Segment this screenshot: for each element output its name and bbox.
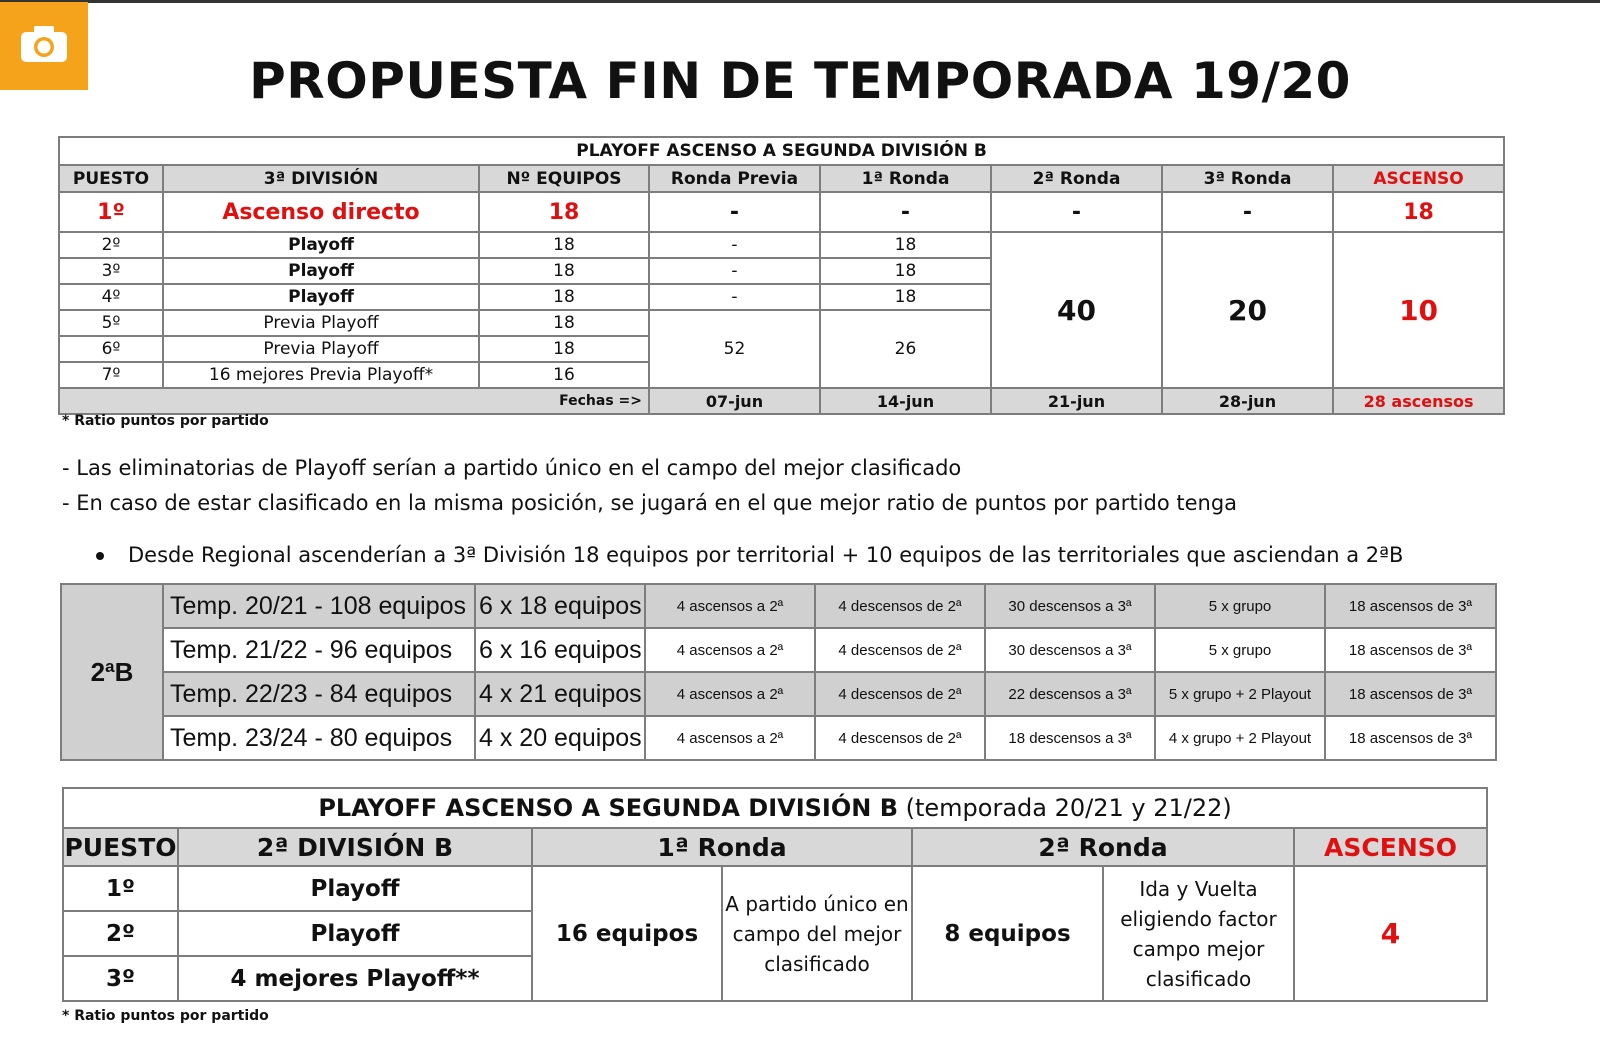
merged-cell-ascenso: 10 bbox=[1333, 232, 1504, 388]
table-cell: - bbox=[1162, 192, 1333, 232]
seasons-2b-table bbox=[60, 583, 1497, 761]
merged-cell-previa: 52 bbox=[649, 310, 820, 388]
table-cell: 18 ascensos de 3ª bbox=[1325, 716, 1496, 760]
table-cell: 18 bbox=[479, 284, 649, 310]
side-label: 2ªB bbox=[61, 584, 163, 760]
table-cell: 6º bbox=[59, 336, 163, 362]
table-cell: Playoff bbox=[163, 232, 479, 258]
table-cell: 4 x 21 equipos bbox=[475, 672, 645, 716]
table-cell: - bbox=[649, 192, 820, 232]
header-cell: 2ª Ronda bbox=[912, 828, 1294, 866]
table-cell: - bbox=[649, 284, 820, 310]
table-row bbox=[61, 716, 1496, 760]
table-cell: 5 x grupo + 2 Playout bbox=[1155, 672, 1325, 716]
header-cell: 3ª Ronda bbox=[1162, 165, 1333, 192]
r1-teams: 16 equipos bbox=[532, 866, 722, 1001]
header-cell: 2ª Ronda bbox=[991, 165, 1162, 192]
footer-total: 28 ascensos bbox=[1333, 388, 1504, 414]
table-cell: Temp. 22/23 - 84 equipos bbox=[163, 672, 475, 716]
table-cell: 4 descensos de 2ª bbox=[815, 584, 985, 628]
table-cell: 16 bbox=[479, 362, 649, 388]
bullet-icon bbox=[96, 552, 104, 560]
table-cell: 18 bbox=[820, 284, 991, 310]
table-row bbox=[61, 672, 1496, 716]
paragraph: - Las eliminatorias de Playoff serían a partido único en el campo del mejor clasificado bbox=[62, 456, 962, 480]
header-cell-ascenso: ASCENSO bbox=[1294, 828, 1487, 866]
table-cell: 1º bbox=[59, 192, 163, 232]
header-cell: Nº EQUIPOS bbox=[479, 165, 649, 192]
table-cell: 30 descensos a 3ª bbox=[985, 584, 1155, 628]
table-cell: 6 x 18 equipos bbox=[475, 584, 645, 628]
table-cell: 4 descensos de 2ª bbox=[815, 628, 985, 672]
header-cell: 1ª Ronda bbox=[532, 828, 912, 866]
table-cell: 16 mejores Previa Playoff* bbox=[163, 362, 479, 388]
table-cell: 4 ascensos a 2ª bbox=[645, 716, 815, 760]
header-cell-ascenso: ASCENSO bbox=[1333, 165, 1504, 192]
caption-rest: (temporada 20/21 y 21/22) bbox=[897, 794, 1232, 822]
top-border bbox=[0, 0, 1600, 3]
table-cell: 4 descensos de 2ª bbox=[815, 716, 985, 760]
table-cell: 18 descensos a 3ª bbox=[985, 716, 1155, 760]
header-cell: 1ª Ronda bbox=[820, 165, 991, 192]
playoff-3a-table bbox=[58, 136, 1505, 415]
table-cell: 4 ascensos a 2ª bbox=[645, 584, 815, 628]
bullet-item bbox=[96, 543, 1403, 567]
table-cell: 5 x grupo bbox=[1155, 584, 1325, 628]
table-cell: - bbox=[649, 232, 820, 258]
footer-label: Fechas => bbox=[59, 388, 649, 414]
table-footer bbox=[59, 388, 1504, 414]
table-cell: - bbox=[820, 192, 991, 232]
table-cell: Playoff bbox=[178, 911, 532, 956]
playoff-2b-table bbox=[62, 787, 1488, 1002]
table-cell: Temp. 20/21 - 108 equipos bbox=[163, 584, 475, 628]
header-cell: 2ª DIVISIÓN B bbox=[178, 828, 532, 866]
header-cell: Ronda Previa bbox=[649, 165, 820, 192]
header-cell: PUESTO bbox=[59, 165, 163, 192]
table-cell: 2º bbox=[63, 911, 178, 956]
table-header bbox=[59, 165, 1504, 192]
table-cell: Previa Playoff bbox=[163, 310, 479, 336]
table-cell: Ascenso directo bbox=[163, 192, 479, 232]
table-cell: 6 x 16 equipos bbox=[475, 628, 645, 672]
table-row bbox=[63, 866, 1487, 911]
footer-date: 28-jun bbox=[1162, 388, 1333, 414]
table-cell: Playoff bbox=[178, 866, 532, 911]
table-cell: 18 ascensos de 3ª bbox=[1325, 584, 1496, 628]
table-cell: 18 ascensos de 3ª bbox=[1325, 628, 1496, 672]
table-cell: 18 bbox=[1333, 192, 1504, 232]
table-cell: 18 bbox=[820, 232, 991, 258]
table-row bbox=[59, 192, 1504, 232]
table-cell: 18 bbox=[479, 336, 649, 362]
table-cell: Previa Playoff bbox=[163, 336, 479, 362]
table-cell: 1º bbox=[63, 866, 178, 911]
table-cell: 4 x grupo + 2 Playout bbox=[1155, 716, 1325, 760]
table-cell: 5º bbox=[59, 310, 163, 336]
table-cell: 4 ascensos a 2ª bbox=[645, 672, 815, 716]
table-cell: 3º bbox=[59, 258, 163, 284]
table-cell: 18 bbox=[479, 258, 649, 284]
table-cell: 18 bbox=[479, 232, 649, 258]
table-cell: 4 ascensos a 2ª bbox=[645, 628, 815, 672]
r2-teams: 8 equipos bbox=[912, 866, 1103, 1001]
table-header bbox=[63, 828, 1487, 866]
footer-date: 21-jun bbox=[991, 388, 1162, 414]
table-cell: Playoff bbox=[163, 258, 479, 284]
table-cell: 18 bbox=[479, 310, 649, 336]
caption-bold: PLAYOFF ASCENSO A SEGUNDA DIVISIÓN B bbox=[318, 794, 898, 822]
table-cell: 18 bbox=[820, 258, 991, 284]
table-cell: 4 mejores Playoff** bbox=[178, 956, 532, 1001]
header-cell: PUESTO bbox=[63, 828, 178, 866]
table-row bbox=[61, 628, 1496, 672]
r2-description: Ida y Vuelta eligiendo factor campo mejor clasificado bbox=[1103, 866, 1294, 1001]
footer-date: 14-jun bbox=[820, 388, 991, 414]
table-cell: 22 descensos a 3ª bbox=[985, 672, 1155, 716]
table-cell: - bbox=[991, 192, 1162, 232]
table-cell: 4º bbox=[59, 284, 163, 310]
table-cell: 3º bbox=[63, 956, 178, 1001]
table1-note: * Ratio puntos por partido bbox=[62, 413, 269, 429]
table-cell: - bbox=[649, 258, 820, 284]
table-cell: Temp. 21/22 - 96 equipos bbox=[163, 628, 475, 672]
table-cell: 18 bbox=[479, 192, 649, 232]
table-row bbox=[59, 232, 1504, 258]
table-row bbox=[61, 584, 1496, 628]
table-cell: Playoff bbox=[163, 284, 479, 310]
table-cell: 4 x 20 equipos bbox=[475, 716, 645, 760]
footer-date: 07-jun bbox=[649, 388, 820, 414]
table-cell: 30 descensos a 3ª bbox=[985, 628, 1155, 672]
table-cell: 18 ascensos de 3ª bbox=[1325, 672, 1496, 716]
merged-cell-r3: 20 bbox=[1162, 232, 1333, 388]
paragraph: - En caso de estar clasificado en la misma posición, se jugará en el que mejor ratio de puntos por partido tenga bbox=[62, 491, 1238, 515]
table-cell: 4 descensos de 2ª bbox=[815, 672, 985, 716]
merged-cell-r1: 26 bbox=[820, 310, 991, 388]
table-caption: PLAYOFF ASCENSO A SEGUNDA DIVISIÓN B bbox=[59, 137, 1504, 165]
page-title: PROPUESTA FIN DE TEMPORADA 19/20 bbox=[249, 52, 1351, 110]
bullet-text: Desde Regional ascenderían a 3ª División 18 equipos por territorial + 10 equipos de las territoriales que asciendan a 2ªB bbox=[128, 543, 1404, 567]
header-cell: 3ª DIVISIÓN bbox=[163, 165, 479, 192]
table-cell: 7º bbox=[59, 362, 163, 388]
table3-note: * Ratio puntos por partido bbox=[62, 1008, 269, 1024]
table-caption bbox=[63, 788, 1487, 828]
ascenso-value: 4 bbox=[1294, 866, 1487, 1001]
table-cell: 5 x grupo bbox=[1155, 628, 1325, 672]
merged-cell-r2: 40 bbox=[991, 232, 1162, 388]
r1-description: A partido único en campo del mejor clasificado bbox=[722, 866, 912, 1001]
table-cell: Temp. 23/24 - 80 equipos bbox=[163, 716, 475, 760]
table-cell: 2º bbox=[59, 232, 163, 258]
